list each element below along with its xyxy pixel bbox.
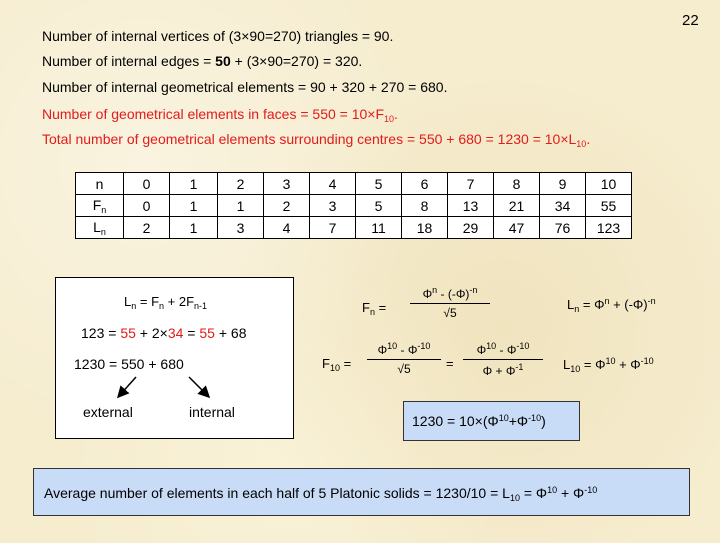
table-cell: 123 [586,217,632,239]
box-a: 1230 = 10×(Φ [412,413,499,429]
fn-numerator [410,285,490,304]
f10-mid-equals: = [446,356,454,371]
split-arrows [56,374,293,402]
table-cell: 1 [170,195,218,217]
eq2-f: 55 [199,325,215,341]
row-label-sub: n [101,204,107,215]
eq2-b: 55 [120,325,136,341]
summary-sub: 10 [509,493,520,503]
internal-edges-rest: + (3×90=270) = 320. [230,53,363,69]
internal-elements-line: Number of internal geometrical elements = 90 + 320 + 270 = 680. [42,79,448,95]
label-internal: internal [189,404,235,420]
table-cell: 2 [218,173,264,195]
table-row [76,195,632,217]
ln-rhs-a-sup: n [604,296,610,306]
row-label [76,173,124,195]
table-cell: 2 [124,217,170,239]
table-cell: 10 [586,173,632,195]
summary-sup2: -10 [584,485,598,495]
internal-vertices-line: Number of internal vertices of (3×90=270) triangles = 90. [42,28,394,44]
box-a-sup: 10 [498,413,509,423]
table-cell: 3 [218,217,264,239]
fibonacci-lucas-table [75,172,632,239]
table-cell: 4 [264,217,310,239]
row-label-letter: F [92,196,102,213]
f10-lhs-eq: = [339,356,352,371]
total-elements-text: Total number of geometrical elements surrounding centres = 550 + 680 = 1230 = 10×L [42,131,577,147]
total-elements-sub: 10 [576,139,587,149]
fn-fraction [410,285,490,320]
table-cell: 0 [124,173,170,195]
table-cell: 1 [170,173,218,195]
table-cell: 47 [494,217,540,239]
f10-den2-a-sup: -1 [515,362,524,372]
row-label [76,195,124,217]
table-cell: 34 [540,195,586,217]
l10-rhs-b: + Φ [615,357,641,372]
table-cell: 6 [402,173,448,195]
box-b-sup: -10 [528,413,542,423]
eq2-g: + 68 [214,325,247,341]
lucas-1230-box [403,401,580,441]
f10-num1-b: - Φ [397,343,418,357]
row-label-letter: L [93,218,101,235]
table-cell: 5 [356,173,402,195]
fn-lhs-sub: n [369,307,375,317]
table-cell: 21 [494,195,540,217]
ln-lhs: L [567,297,575,312]
arrow-internal [189,377,208,396]
box-b: +Φ [508,413,529,429]
table-row [76,173,632,195]
lucas-1230-text [412,413,546,429]
summary-b: = Φ [519,485,548,501]
f10-num1-a-sup: 10 [387,341,398,351]
fn-num-a-sup: n [432,285,438,295]
fn-lhs-eq: = [374,300,387,315]
f10-lhs [322,356,351,373]
eq2-c: + 2× [135,325,168,341]
eq1-fn: = F [136,294,160,309]
summary-box [33,468,690,516]
fn-denominator: √5 [443,306,457,320]
ln-formula [567,296,656,314]
table-cell: 3 [310,195,356,217]
ln-lhs-sub: n [574,304,580,314]
table-cell: 9 [540,173,586,195]
f10-denominator-1: √5 [397,362,411,376]
table-cell: 0 [124,195,170,217]
fn-num-b-sup: -n [469,285,478,295]
f10-num2-b: - Φ [496,343,517,357]
f10-denominator-2 [463,360,543,378]
eq2-a: 123 = [81,325,121,341]
table-cell: 1 [218,195,264,217]
table-cell: 18 [402,217,448,239]
l10-rhs-a: = Φ [580,357,606,372]
table-cell: 4 [310,173,356,195]
eq1-2f-sub: n-1 [194,301,208,311]
eq1-2f: + 2F [164,294,195,309]
table-cell: 5 [356,195,402,217]
table-cell: 2 [264,195,310,217]
f10-lhs-sub: 10 [329,363,340,373]
f10-num1-a: Φ [377,343,388,357]
total-elements-end: . [586,131,591,147]
eq1-ln-sub: n [131,301,137,311]
l10-rhs-a-sup: 10 [605,356,616,366]
box-c: ) [541,413,546,429]
f10-num2-b-sup: -10 [516,341,530,351]
eq1-ln: L [124,294,132,309]
l10-rhs-b-sup: -10 [640,356,654,366]
row-label [76,217,124,239]
table-cell: 13 [448,195,494,217]
eq1-fn-sub: n [159,301,165,311]
face-elements-text: Number of geometrical elements in faces = 550 = 10×F [42,106,385,122]
internal-edges-line [42,53,362,69]
table-cell: 7 [448,173,494,195]
table-cell: 1 [170,217,218,239]
fn-num-b: - (-Φ) [437,287,470,301]
summary-text [44,485,597,503]
f10-den2-a: Φ + Φ [482,364,516,378]
internal-edges-text: Number of internal edges = [42,53,216,69]
row-label-letter: n [95,175,104,192]
total-elements-line [42,131,590,149]
summary-c: + Φ [557,485,585,501]
table-cell: 11 [356,217,402,239]
lucas-123-equation [81,325,246,341]
sum-1230-equation: 1230 = 550 + 680 [74,356,184,372]
table-cell: 7 [310,217,356,239]
l10-lhs-sub: 10 [570,364,581,374]
label-external: external [83,404,133,420]
summary-sup1: 10 [547,485,558,495]
f10-num2-a-sup: 10 [486,341,497,351]
f10-fraction-2 [463,341,543,378]
face-elements-end: . [394,106,398,122]
table-cell: 76 [540,217,586,239]
eq2-e: = [183,325,200,341]
ln-rhs-b: + (-Φ) [609,297,648,312]
l10-formula [563,356,654,374]
row-label-sub: n [100,226,106,237]
table-cell: 3 [264,173,310,195]
table-cell: 29 [448,217,494,239]
arrow-external [119,377,136,396]
f10-numerator-2 [463,341,543,360]
summary-a: Average number of elements in each half of 5 Platonic solids = 1230/10 = L [44,485,510,501]
face-elements-sub: 10 [384,114,395,124]
ln-rhs-a: = Φ [579,297,605,312]
internal-edges-bold: 50 [215,53,231,69]
table-row [76,217,632,239]
fn-lhs [362,300,386,317]
f10-fraction-1 [367,341,441,376]
face-elements-line [42,106,398,124]
f10-lhs-letter: F [322,356,330,371]
eq2-d: 34 [167,325,184,341]
table-cell: 8 [494,173,540,195]
ln-rhs-b-sup: -n [647,296,656,306]
fn-lhs-letter: F [362,300,370,315]
slide-number: 22 [682,12,699,29]
l10-lhs: L [563,357,571,372]
table-cell: 55 [586,195,632,217]
table-cell: 8 [402,195,448,217]
f10-num2-a: Φ [476,343,487,357]
f10-numerator-1 [367,341,441,360]
f10-num1-b-sup: -10 [417,341,431,351]
fn-num-a: Φ [422,287,433,301]
lucas-identity-equation [124,294,207,311]
lucas-identity-box [55,277,294,439]
